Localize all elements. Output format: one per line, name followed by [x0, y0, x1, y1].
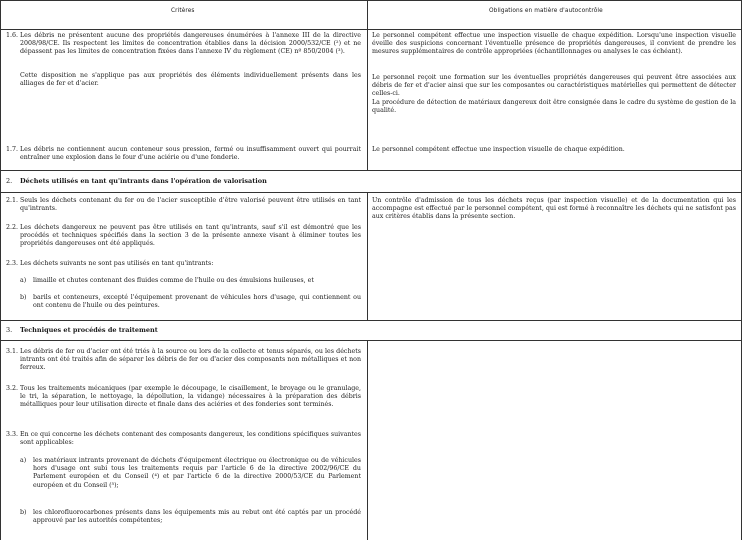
column-divider [367, 340, 368, 540]
section-number: 3. [6, 326, 13, 334]
criterion-text: Tous les traitements mécaniques (par exemple le découpage, le cisaillement, le broyage ou le granulage, le tri, la séparation, le nettoyage, la dépollution, la vidange) nécessaires à la préparation des débris métalliques pour leur utilisation directe et finale dans des aciéries et des fonderies sont terminés. [20, 385, 361, 409]
section-title: Techniques et procédés de traitement [20, 326, 158, 334]
list-item: les matériaux intrants provenant de déchets d'équipement électrique ou électronique ou de véhicules hors d'usage ont subi tous les traitements requis par l'article 6 de la directive 2002/96/CE du Parlement européen et du Conseil (⁴) et par l'article 6 de la directive 2000/53/CE du Parlement européen et du Conseil (⁵); [33, 457, 361, 489]
table-top-border [1, 0, 741, 1]
list-item: les chlorofluorocarbones présents dans les équipements mis au rebut ont été captés par un procédé approuvé par les autorités compétentes; [33, 509, 361, 525]
list-label: b) [20, 509, 27, 516]
column-divider [367, 192, 368, 320]
criterion-text: Les déchets suivants ne sont pas utilisés en tant qu'intrants: [20, 260, 214, 267]
list-label: a) [20, 277, 27, 284]
obligation-text: La procédure de détection de matériaux dangereux doit être consignée dans le cadre du système de gestion de la qualité. [372, 99, 736, 115]
row-number: 2.1. [6, 197, 19, 204]
list-item: limaille et chutes contenant des fluides comme de l'huile ou des émulsions huileuses, et [33, 277, 314, 284]
criterion-text: En ce qui concerne les déchets contenant des composants dangereux, les conditions spécifiques suivantes sont applicables: [20, 431, 361, 447]
section3-top-border [1, 320, 741, 321]
header-bottom-border [1, 29, 741, 30]
criterion-text: Les débris de fer ou d'acier ont été triés à la source ou lors de la collecte et tenus séparés, ou les déchets intrants ont été traités afin de séparer les débris de fer ou d'acier des composants non métalliques et non ferreux. [20, 348, 361, 372]
row-number: 3.1. [6, 348, 19, 355]
obligation-text: Le personnel reçoit une formation sur les éventuelles propriétés dangereuses qui peuvent être associées aux débris de fer et d'acier ainsi que sur les composantes ou caractéristiques matérielles qui permettent de détecter celles-ci. [372, 74, 736, 98]
list-label: b) [20, 294, 27, 301]
row-number: 3.3. [6, 431, 19, 438]
section2-header-bottom-border [1, 192, 741, 193]
obligation-text: Le personnel compétent effectue une inspection visuelle de chaque expédition. [372, 146, 625, 153]
obligation-text: Le personnel compétent effectue une inspection visuelle de chaque expédition. Lorsqu'une inspection visuelle éveille des suspicions concernant l'éventuelle présence de propriétés dangereuses, il convient de prendre les mesures supplémentaires de contrôle appropriées (échantillonnages ou analyses le cas échéant). [372, 32, 736, 56]
header-obligations: Obligations en matière d'autocontrôle [489, 8, 603, 14]
row-number: 1.6. [6, 32, 19, 39]
criterion-text: Seuls les déchets contenant du fer ou de l'acier susceptible d'être valorisé peuvent être utilisés en tant qu'intrants. [20, 197, 361, 213]
row-number: 2.2. [6, 224, 19, 231]
criterion-text: Les débris ne contiennent aucun conteneur sous pression, fermé ou insuffisamment ouvert qui pourrait entraîner une explosion dans le four d'une aciérie ou d'une fonderie. [20, 146, 361, 162]
list-item: barils et conteneurs, excepté l'équipement provenant de véhicules hors d'usage, qui contiennent ou ont contenu de l'huile ou des peintures. [33, 294, 361, 310]
obligation-text: Un contrôle d'admission de tous les déchets reçus (par inspection visuelle) et de la documentation qui les accompagne est effectué par le personnel compétent, qui est formé à reconnaître les déchets qui ne satisfont pas aux critères établis dans la présente section. [372, 197, 736, 221]
header-criteria: Critères [171, 8, 195, 14]
section2-top-border [1, 170, 741, 171]
section3-header-bottom-border [1, 340, 741, 341]
section-title: Déchets utilisés en tant qu'intrants dans l'opération de valorisation [20, 177, 267, 185]
list-label: a) [20, 457, 27, 464]
section-number: 2. [6, 177, 13, 185]
row-number: 3.2. [6, 385, 19, 392]
row-number: 2.3. [6, 260, 19, 267]
row-number: 1.7. [6, 146, 19, 153]
column-divider [367, 0, 368, 170]
criterion-text: Les déchets dangereux ne peuvent pas être utilisés en tant qu'intrants, sauf s'il est démontré que les procédés et techniques spécifiés dans la section 3 de la présente annexe visant à éliminer toutes les propriétés dangereuses ont été appliqués. [20, 224, 361, 248]
criterion-text: Les débris ne présentent aucune des propriétés dangereuses énumérées à l'annexe III de la directive 2008/98/CE. Ils respectent les limites de concentration établies dans la décision 2000/532/CE (²) et ne dépassent pas les limites de concentration fixées dans l'annexe IV du règlement (CE) nº 850/2004 (³). [20, 32, 361, 56]
criterion-text: Cette disposition ne s'applique pas aux propriétés des éléments individuellement présents dans les alliages de fer et d'acier. [20, 72, 361, 88]
